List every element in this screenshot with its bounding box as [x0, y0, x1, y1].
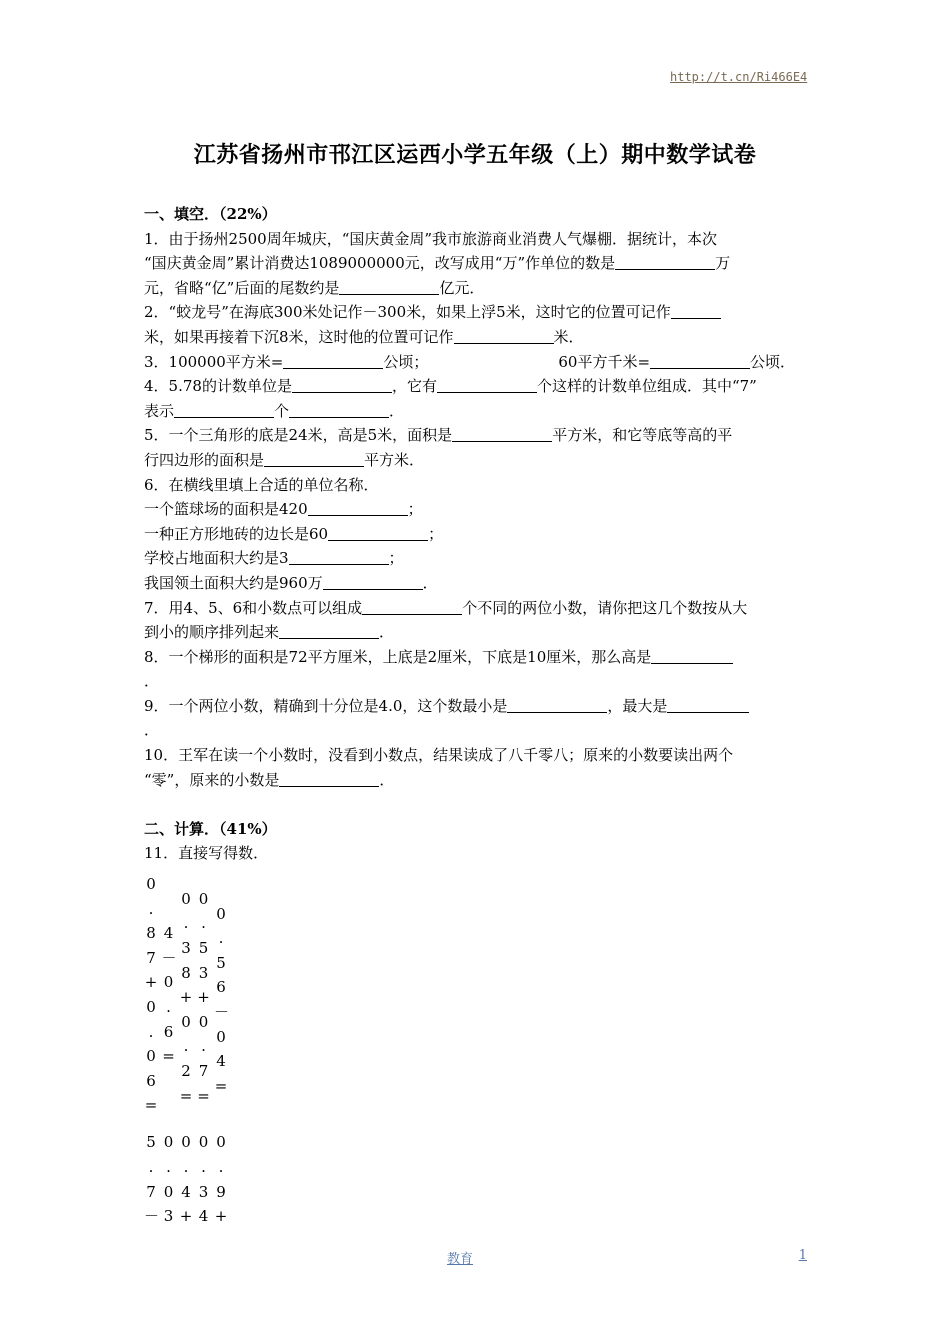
calc-char: 5: [146, 1133, 156, 1152]
calc-char: －: [214, 1002, 230, 1021]
q8-text: 8．一个梯形的面积是72平方厘米，上底是2厘米，下底是10厘米，那么高是: [144, 647, 652, 666]
q7-text: 7．用4、5、6和小数点可以组成: [144, 598, 363, 617]
calc-char: =: [197, 1086, 210, 1105]
calc-char: 7: [146, 948, 156, 967]
calc-char: 9: [216, 1182, 226, 1201]
calc-char: .: [148, 899, 154, 918]
calc-char: 4: [163, 924, 174, 943]
calc-char: +: [197, 988, 210, 1007]
section-heading-calculation: 二、计算．（41%）: [144, 819, 277, 838]
calc-char: .: [201, 1037, 206, 1056]
answer-blank[interactable]: [671, 303, 721, 319]
q1-text: 元，省略“亿”后面的尾数约是: [144, 278, 340, 297]
question-9-line-1: [144, 694, 808, 719]
q2-text: 米，如果再接着下沉8米，这时他的位置可记作: [144, 327, 454, 346]
question-10-line-2: [144, 768, 808, 793]
q1-text: 万: [715, 254, 731, 273]
question-2-line-2: [144, 325, 808, 350]
question-1-line-1: [144, 227, 808, 252]
calc-char: 3: [163, 1207, 174, 1226]
calc-char: 0: [146, 998, 156, 1016]
q5-text: 平方米，和它等底等高的平: [552, 426, 733, 445]
calc-char: 4: [198, 1207, 209, 1226]
calc-char: 5: [198, 938, 209, 957]
question-9-line-2: [144, 718, 808, 743]
calc-char: 7: [146, 1182, 156, 1201]
calc-char: 5: [216, 953, 226, 972]
question-6-item-2: [144, 522, 808, 547]
calc-char: 0: [146, 875, 156, 893]
calc-char: =: [144, 1096, 158, 1115]
calc-char: +: [144, 973, 158, 992]
calc-char: 6: [216, 978, 226, 997]
answer-blank[interactable]: [339, 279, 439, 295]
calc-char: 4: [216, 1052, 226, 1071]
calc-char: 3: [181, 938, 191, 957]
header-link[interactable]: http://t.cn/Ri466E4: [670, 70, 808, 84]
direct-calculation-area: [144, 872, 254, 1226]
q1-text: 1．由于扬州2500周年城庆，“国庆黄金周”我市旅游商业消费人气爆棚．据统计，本次: [144, 229, 718, 248]
question-1-line-2: [144, 251, 808, 276]
q7-text: 到小的顺序排列起来: [144, 623, 280, 642]
question-6-item-3: [144, 546, 808, 571]
calc-char: －: [161, 948, 177, 967]
q7-text: ．: [379, 623, 395, 642]
calc-char: .: [166, 1157, 171, 1176]
q2-text: 米．: [553, 327, 584, 346]
question-4-line-1: [144, 374, 808, 399]
question-6-item-1: [144, 497, 808, 522]
q3-text: 3．100000平方米=: [144, 352, 284, 371]
answer-blank[interactable]: [328, 525, 428, 541]
q6-text: 学校占地面积大约是3: [144, 549, 289, 568]
calc-char: 0: [216, 904, 226, 923]
question-5-line-1: [144, 423, 808, 448]
q3-text: 公顷．: [750, 352, 796, 371]
question-8-line-2: [144, 669, 808, 694]
q5-text: 平方米．: [364, 450, 425, 469]
q4-text: 4．5.78的计数单位是: [144, 377, 292, 396]
answer-blank[interactable]: [362, 599, 462, 615]
calc-char: 0: [198, 889, 209, 908]
calc-char: =: [214, 1076, 228, 1095]
q3-text: 60平方千米=: [558, 352, 651, 371]
calc-char: 0: [181, 1012, 191, 1031]
calc-char: 3: [198, 963, 209, 982]
calc-char: 0: [163, 1182, 174, 1201]
q6-text: 6．在横线里填上合适的单位名称．: [144, 475, 379, 494]
answer-blank[interactable]: [308, 500, 408, 516]
calc-char: 0: [216, 1133, 226, 1152]
calc-char: 0: [198, 1012, 209, 1031]
calc-char: 0: [198, 1133, 209, 1152]
question-1-line-3: [144, 276, 808, 301]
calc-char: +: [179, 1207, 193, 1226]
calc-char: 8: [146, 924, 156, 943]
q6-text: ．: [422, 573, 438, 592]
calc-char: 8: [181, 963, 191, 982]
calc-char: .: [148, 1022, 154, 1041]
answer-blank[interactable]: [615, 254, 715, 270]
q6-text: 一种正方形地砖的边长是60: [144, 524, 329, 543]
answer-blank[interactable]: [279, 771, 379, 787]
question-2-line-1: [144, 300, 808, 325]
q10-text: 10．王军在读一个小数时，没看到小数点，结果读成了八千零八；原来的小数要读出两个: [144, 746, 734, 765]
answer-blank[interactable]: [279, 623, 379, 639]
answer-blank[interactable]: [289, 402, 389, 418]
q4-text: 个这样的计数单位组成．其中“7”: [536, 377, 757, 396]
calc-char: +: [214, 1207, 228, 1226]
q4-text: ．: [389, 401, 405, 420]
q9-text: 9．一个两位小数，精确到十分位是4.0，这个数最小是: [144, 696, 508, 715]
calc-char: =: [162, 1047, 175, 1066]
q9-text: ．: [144, 721, 160, 740]
q4-text: ，它有: [391, 377, 437, 396]
calc-char: +: [179, 988, 193, 1007]
question-6-item-4: [144, 571, 808, 596]
answer-blank[interactable]: [452, 426, 552, 442]
question-6-intro: [144, 473, 808, 498]
page-title: 江苏省扬州市邗江区运西小学五年级（上）期中数学试卷: [193, 142, 757, 168]
calc-char: 3: [198, 1182, 209, 1201]
calc-char: 0: [163, 973, 174, 992]
exam-content: [144, 202, 808, 866]
answer-blank[interactable]: [437, 377, 537, 393]
calc-char: =: [179, 1086, 193, 1105]
q5-text: 行四边形的面积是: [144, 450, 265, 469]
section-heading-fill-blank: 一、填空．（22%）: [144, 205, 277, 223]
calc-char: －: [144, 1207, 160, 1226]
question-7-line-1: [144, 596, 808, 621]
question-11: 11．直接写得数．: [144, 844, 269, 863]
q2-text: 2．“蛟龙号”在海底300米处记作－300米，如果上浮5米，这时它的位置可记作: [144, 303, 671, 322]
q10-text: “零”，原来的小数是: [144, 770, 280, 789]
q7-text: 个不同的两位小数，请你把这几个数按从大: [462, 598, 748, 617]
q6-text: ；: [428, 524, 444, 543]
answer-blank[interactable]: [667, 697, 749, 713]
q5-text: 5．一个三角形的底是24米，高是5米，面积是: [144, 426, 453, 445]
calc-char: 7: [198, 1061, 209, 1080]
page-number: 1: [798, 1248, 807, 1263]
question-10-line-1: [144, 743, 808, 768]
answer-blank[interactable]: [174, 402, 274, 418]
question-7-line-2: [144, 620, 808, 645]
calc-char: 0: [216, 1027, 226, 1046]
calc-char: 0: [163, 1133, 174, 1152]
question-8-line-1: [144, 645, 808, 670]
question-5-line-2: [144, 448, 808, 473]
footer-label[interactable]: 教育: [446, 1252, 473, 1267]
answer-blank[interactable]: [650, 353, 750, 369]
calc-char: .: [218, 929, 224, 948]
calc-char: 0: [146, 1047, 156, 1066]
answer-blank[interactable]: [289, 549, 389, 565]
question-4-line-2: [144, 399, 808, 424]
calc-char: 0: [181, 889, 191, 908]
calc-char: .: [201, 914, 206, 933]
q1-text: “国庆黄金周”累计消费达1089000000元，改写成用“万”作单位的数是: [144, 254, 616, 273]
q4-text: 表示: [144, 401, 175, 420]
answer-blank[interactable]: [507, 697, 607, 713]
calc-char: .: [166, 998, 171, 1016]
q6-text: 我国领土面积大约是960万: [144, 573, 323, 592]
answer-blank[interactable]: [454, 328, 554, 344]
calc-char: .: [218, 1157, 224, 1176]
answer-blank[interactable]: [264, 451, 364, 467]
q1-text: 亿元．: [439, 278, 485, 297]
question-3: [144, 350, 808, 375]
calc-char: .: [183, 914, 189, 933]
q9-text: ，最大是: [607, 696, 668, 715]
answer-blank[interactable]: [323, 574, 423, 590]
q8-text: ．: [144, 672, 160, 691]
calc-char: 6: [163, 1022, 174, 1041]
calc-char: 0: [181, 1133, 191, 1152]
q10-text: ．: [379, 770, 395, 789]
calc-char: .: [183, 1037, 189, 1056]
calc-char: 6: [146, 1071, 156, 1090]
calc-char: .: [201, 1157, 206, 1176]
q6-text: ；: [407, 500, 423, 519]
answer-blank[interactable]: [651, 648, 733, 664]
q4-text: 个: [274, 401, 290, 420]
calc-char: 4: [181, 1182, 191, 1201]
calc-char: 2: [181, 1061, 191, 1080]
calc-char: .: [183, 1157, 189, 1176]
answer-blank[interactable]: [292, 377, 392, 393]
q6-text: 一个篮球场的面积是420: [144, 500, 308, 519]
calc-char: .: [148, 1157, 154, 1176]
q6-text: ；: [388, 549, 404, 568]
q3-text: 公顷；: [383, 352, 429, 371]
answer-blank[interactable]: [283, 353, 383, 369]
